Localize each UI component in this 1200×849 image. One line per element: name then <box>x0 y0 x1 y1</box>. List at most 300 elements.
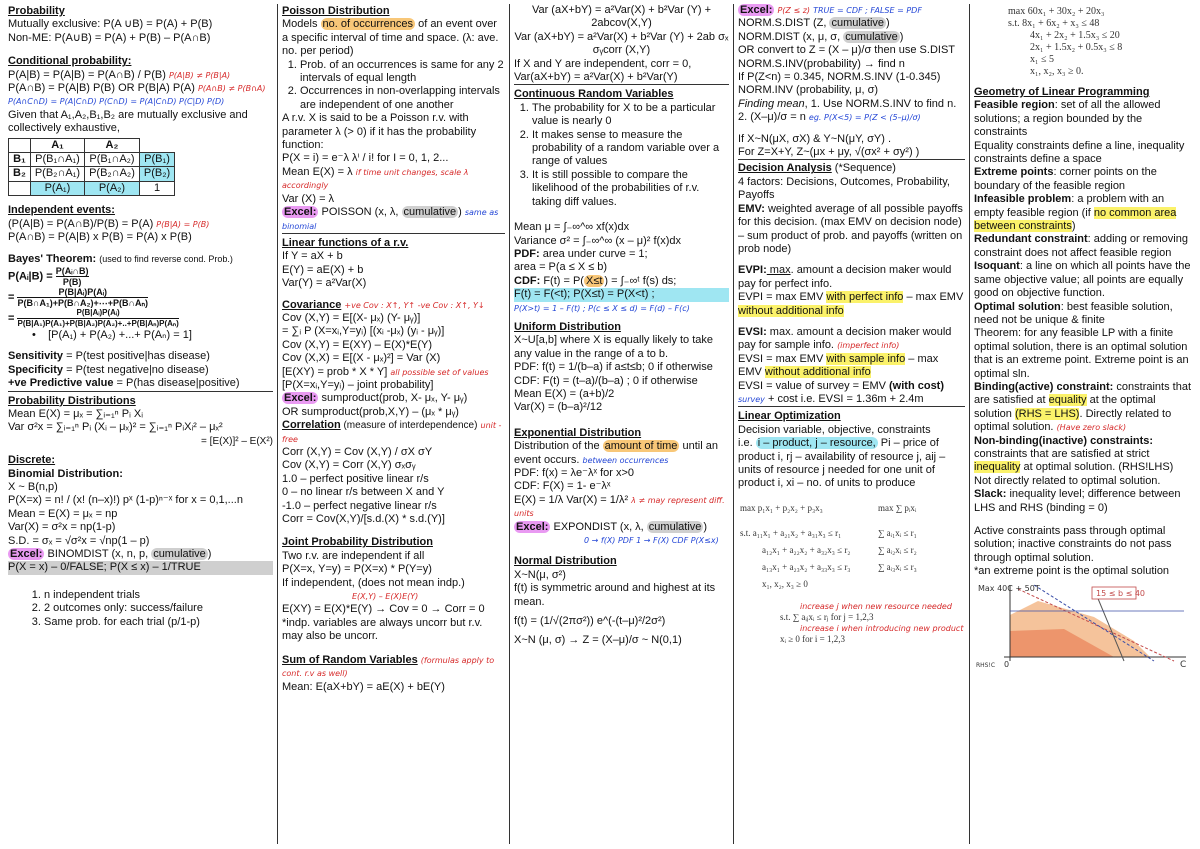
lo-notation <box>738 437 965 491</box>
sum-heading: Sum of Random Variables <box>282 653 418 666</box>
isoquant <box>974 260 1192 300</box>
lp-general-form <box>738 501 965 651</box>
list-item: 1. n independent trials <box>44 589 273 602</box>
correlation-note: unit - free <box>282 421 502 444</box>
table-cell <box>9 181 31 195</box>
conditional-rule-1 <box>8 69 273 82</box>
cov-joint: [P(X=xᵢ,Y=yᵢ) – joint probability] <box>282 378 434 391</box>
cont-variance: Variance σ² = ∫₋∞^∞ (x – μ)² f(x)dx <box>514 234 681 247</box>
binomial-var: Var(X) = σ²x = np(1-p) <box>8 521 116 534</box>
evpi-term: EVPI: <box>738 264 767 277</box>
expo-cdf: CDF: F(X) = 1- e⁻λˣ <box>514 480 611 493</box>
bayes-formula-3: = $\frac{\text{P(B|Aᵢ)P(Aᵢ)}}{\text{P(B|A₁)P(A₁)+P(B|A₂)P(A₂)+..+P(B|Aₙ)P(Aₙ)}}$ <box>8 307 179 328</box>
bayes-heading: Bayes' Theorem: <box>8 252 97 265</box>
linear-functions-heading: Linear functions of a r.v. <box>282 236 409 249</box>
lp-sum-objective: max ∑ pᵢxᵢ <box>878 502 917 513</box>
specificity-def: = P(test negative|no disease) <box>63 363 209 376</box>
norm-s-inv: NORM.S.INV(probability) → find n <box>738 57 905 70</box>
uniform-var: Var(X) = (b–a)²/12 <box>514 401 603 414</box>
excel-tag: Excel: <box>516 520 549 533</box>
correlation-heading: Correlation <box>282 419 341 432</box>
lo-components: Decision variable, objective, constraints <box>738 423 931 436</box>
excel-close: ) <box>899 30 904 43</box>
pdf-term: PDF: <box>514 247 540 260</box>
sum-mean: Mean: E(aX+bY) = aE(X) + bE(Y) <box>282 680 445 693</box>
sum-note: (formulas apply to cont. r.v as well) <box>282 655 495 679</box>
linear-functions-section <box>282 233 505 694</box>
lp-example-objective: max 60x₁ + 30x₂ + 20x₃ <box>1008 6 1105 17</box>
normal-heading: Normal Distribution <box>514 555 617 568</box>
probability-heading: Probability <box>8 5 65 17</box>
column-3 <box>510 4 734 844</box>
table-cell: P(B₁∩A₂) <box>85 153 140 167</box>
finding-mean <box>738 98 965 125</box>
cont-mean: Mean μ = ∫₋∞^∞ xf(x)dx <box>514 221 630 234</box>
sensitivity-line <box>8 350 273 363</box>
covariance-title-line <box>282 299 505 312</box>
infeasible-term: Infeasible problem <box>974 193 1072 206</box>
excel-tag: Excel: <box>10 548 43 560</box>
decision-subtitle: (*Sequence) <box>831 162 896 175</box>
lp-summation <box>878 503 966 573</box>
finding-mean-term: Finding mean <box>738 97 805 110</box>
evpi-formula <box>738 291 965 318</box>
conditional-rule-1-text: P(A|B) = P(A|B) = P(A∩B) / P(B) <box>8 68 166 81</box>
expo-moments-note: λ ≠ may represent diff. units <box>514 495 725 519</box>
cov-exy-note: all possible set of values <box>390 367 489 377</box>
bayes-fraction-1 <box>56 266 89 287</box>
excel-fn: BINOMDIST (x, n, p, <box>44 548 152 560</box>
column-4 <box>734 4 970 844</box>
bayes-bullet: • [P(A₁) + P(A₂) +...+ P(Aₙ) = 1] <box>32 328 192 341</box>
table-cell: A₁ <box>30 138 84 152</box>
table-row <box>9 181 175 195</box>
infeasible <box>974 193 1192 233</box>
nonbinding-term: Non-binding(inactive) constraints: <box>974 434 1154 447</box>
binding-def-a: constraints that are satisfied at <box>974 380 1191 407</box>
table-cell: P(B₂) <box>139 167 174 181</box>
nonbinding-highlight: inequality <box>974 461 1021 474</box>
finding-mean-steps: , 1. Use NORM.S.INV to find n. 2. (X–μ)/σ = n <box>738 97 957 124</box>
norm-dist <box>738 31 965 44</box>
expo-highlight: amount of time <box>604 440 678 453</box>
active-constraints: Active constraints pass through optimal solution; inactive constraints do not pass through optimal solution. <box>974 525 1172 564</box>
poisson-properties <box>282 59 505 113</box>
excel-cumulative: cumulative <box>845 30 898 43</box>
binomial-excel <box>8 548 273 561</box>
poisson-highlight: no. of occurrences <box>322 18 414 31</box>
equality-note: Equality constraints define a line, inequality constraints define a space <box>974 139 1185 166</box>
evsi-note: (imperfect info) <box>837 341 900 351</box>
norm-s-dist <box>738 17 965 30</box>
binding-def-c: . Directly related to optimal solution. <box>974 407 1172 434</box>
independent-note: P(B|A) = P(B) <box>156 219 210 229</box>
evsi-formula-a: EVSI = max EMV <box>738 352 827 365</box>
evpi-highlight-1: with perfect info <box>826 291 904 304</box>
column-5 <box>970 4 1196 844</box>
binding-highlight-1: equality <box>1048 394 1087 407</box>
independent-rule-1-text: (P(A|B) = P(A∩B)/P(B) = P(A) <box>8 217 154 230</box>
excel-close: ) <box>458 206 462 219</box>
variance-formula: Var σ²x = ∑ᵢ₌₁ⁿ Pᵢ (Xᵢ – μₓ)² = ∑ᵢ₌₁ⁿ PᵢXᵢ² – μₓ² <box>8 421 223 434</box>
excel-fn: EXPONDIST (x, λ, <box>550 520 647 533</box>
lp-example <box>974 6 1192 78</box>
evsi-def: max. amount a decision maker would pay for sample info. <box>738 325 952 352</box>
predictive-value-line <box>8 377 273 390</box>
expo-excel-note: 0 → f(X) PDF 1 → F(X) CDF P(X≤x) <box>584 536 719 546</box>
norm-inv: NORM.INV (probability, μ, σ) <box>738 84 879 97</box>
conditional-chain-note: P(A∩C∩D) = P(A|C∩D) P(C∩D) = P(A|C∩D) P(C|D) P(D) <box>8 97 225 107</box>
geometry-heading: Geometry of Linear Programming <box>974 86 1150 98</box>
lo-notation-a: i.e. <box>738 437 756 450</box>
graph-footnote: RHS!C <box>976 661 996 669</box>
continuous-section <box>514 84 729 647</box>
uniform-pdf: PDF: f(t) = 1/(b–a) if a≤t≤b; 0 if otherwise <box>514 361 713 374</box>
lp-expanded <box>740 503 852 590</box>
lp-expanded-c1: s.t. a₁₁x₁ + a₂₁x₂ + a₃₁x₃ ≤ r₁ <box>740 527 842 538</box>
list-item: 1. The probability for X to be a particular value is nearly 0 <box>532 102 729 129</box>
graph-title: Max 40C + 50T <box>978 583 1040 593</box>
table-cell: A₂ <box>85 138 140 152</box>
cdf-equivalence: F(t) = F(<t); P(X≤t) = P(X<t) ; <box>514 288 729 301</box>
evsi-highlight-2: without additional info <box>764 366 871 379</box>
poisson-heading: Poisson Distribution <box>282 5 390 17</box>
evsi-formula <box>738 353 965 380</box>
lo-notation-c: Pi – price of product i, rj – availability of resource j, aij – units of resource j needed for one unit of product i, xi – no. of units to produce <box>738 437 946 490</box>
cov-exy <box>282 366 505 379</box>
continuous-properties <box>514 102 729 209</box>
excel-close: ) <box>886 17 890 30</box>
fraction-denominator: P(B∩A₁)+P(B∩A₂)+⋯+P(B∩Aₙ) <box>17 297 149 308</box>
excel-cumulative: cumulative <box>153 548 206 560</box>
cov-excel-1 <box>282 392 505 405</box>
norm-s-inv-example: If P(Z<n) = 0.345, NORM.S.INV (1-0.345) <box>738 71 941 84</box>
bayes-bullet-text: [P(A₁) + P(A₂) +...+ P(Aₙ) = 1] <box>48 328 192 341</box>
list-item: 3. Same prob. for each trial (p/1-p) <box>44 616 273 629</box>
excel-cumulative: cumulative <box>403 206 457 219</box>
normal-def: X~N(μ, σ²) <box>514 568 566 581</box>
bayes-lhs: P(Aᵢ|B) = <box>8 270 53 283</box>
table-cell: B₂ <box>9 167 31 181</box>
linear-var: Var(Y) = a²Var(X) <box>282 277 367 290</box>
sensitivity-term: Sensitivity <box>8 350 64 363</box>
lp-compact-nonneg: xᵢ ≥ 0 for i = 1,2,3 <box>780 633 845 644</box>
correlation-subtitle: (measure of interdependence) <box>340 420 478 432</box>
bayes-title-line <box>8 253 273 266</box>
discrete-heading: Discrete: <box>8 454 56 467</box>
lp-sum-c1: ∑ aᵢ₁xᵢ ≤ r₁ <box>878 527 917 538</box>
conditional-rule-2-text: P(A∩B) = P(A|B) P(B) OR P(B|A) P(A) <box>8 82 195 95</box>
fraction-denominator: P(B|A₁)P(A₁)+P(B|A₂)P(A₂)+..+P(B|Aₙ)P(Aₙ) <box>17 318 179 328</box>
table-row <box>9 167 175 181</box>
uniform-heading: Uniform Distribution <box>514 320 621 333</box>
lp-example-c1: s.t. 8x₁ + 6x₂ + x₃ ≤ 48 <box>1008 18 1100 29</box>
sum-normals-2: For Z=X+Y, Z~(μx + μy, √(σx² + σy²) ) <box>738 146 920 159</box>
excel-header-line <box>738 4 965 17</box>
slack-term: Slack: <box>974 488 1007 501</box>
binomial-heading: Binomial Distribution: <box>8 467 123 480</box>
expo-def-c: until an event occurs. <box>514 440 718 466</box>
joint-heading: Joint Probability Distribution <box>282 536 433 549</box>
expo-note: between occurrences <box>582 455 669 465</box>
specificity-line <box>8 364 273 377</box>
evsi-survey-a: EVSI = value of survey = EMV <box>738 379 890 392</box>
poisson-pmf: P(X = i) = e⁻λ λⁱ / i! for I = 0, 1, 2... <box>282 152 449 165</box>
infeasible-highlight: no common area between constraints <box>974 206 1177 233</box>
cov-exy-text: [E(XY) = prob * X * Y] <box>282 365 388 378</box>
binding-note: (Have zero slack) <box>1056 423 1127 433</box>
poisson-mean-note: if time unit changes, scale λ accordingly <box>282 167 469 191</box>
cov-self: Cov (X,X) = E[(X - μₓ)²] = Var (X) <box>282 352 441 365</box>
list-item: 2. It makes sense to measure the probability of a random variable over a range of values <box>532 129 729 169</box>
evpi-def: . amount a decision maker would pay for perfect info. <box>738 264 952 290</box>
extreme-optimal-note: *an extreme point is the optimal solution <box>974 565 1170 578</box>
excel-cumulative: cumulative <box>648 520 702 533</box>
cov-shortcut: Cov (X,Y) = E(XY) – E(X)*E(Y) <box>282 338 433 351</box>
evpi-highlight-2: without additional info <box>738 304 844 317</box>
mean-formula: Mean E(X) = μₓ = ∑ᵢ₌₁ⁿ Pᵢ Xᵢ <box>8 407 143 420</box>
graph-box-label: 15 ≤ b ≤ 40 <box>1096 588 1146 598</box>
cdf-def-a: F(t) = P( <box>540 274 584 287</box>
decision-section <box>738 159 965 406</box>
linear-optimization-section <box>738 406 965 650</box>
feasible-region <box>974 99 1192 139</box>
cdf-def-b: ) = ∫₋∞ᵗ f(s) ds; <box>604 274 677 287</box>
var-sum-1: Var (aX+bY) = a²Var(X) + b²Var (Y) + 2abcov(X,Y) <box>531 4 712 30</box>
var-sum-3: If X and Y are independent, corr = 0, <box>514 57 692 70</box>
binding-term: Binding(active) constraint: <box>974 380 1114 393</box>
feasible-def: : set of all the allowed solutions; a region bounded by the constraints <box>974 99 1161 139</box>
sum-normals-1: If X~N(μX, σX) & Y~N(μY, σY) . <box>738 132 892 145</box>
binomial-def: X ~ B(n,p) <box>8 480 58 493</box>
poisson-excel-note: same as binomial <box>282 208 499 231</box>
redundant-term: Redundant constraint <box>974 233 1088 246</box>
excel-close: ) <box>703 520 708 533</box>
normal-symmetry: f(t) is symmetric around and highest at its mean. <box>514 582 716 608</box>
evsi-survey-c: + cost i.e. EVSI = 1.36m + 2.4m <box>764 392 924 405</box>
lo-index-highlight: i – product, j – resource, <box>757 437 876 450</box>
fraction-numerator: P(B|Aᵢ)P(Aᵢ) <box>17 308 178 319</box>
evsi-survey-cost: (with cost) <box>889 379 945 392</box>
lp-example-c4: x₁ ≤ 5 <box>1030 54 1054 65</box>
lp-sum-c3: ∑ aᵢ₃xᵢ ≤ r₃ <box>878 561 917 572</box>
finding-mean-note: eg. P(X<5) = P(Z < (5–μ)/σ) <box>808 113 921 123</box>
list-item: 1. Prob. of an occurrences is same for any 2 intervals of equal length <box>300 59 505 86</box>
expo-pdf: PDF: f(x) = λe⁻λˣ for x>0 <box>514 467 635 479</box>
cov-sum: = ∑ᵢ P (X=xᵢ,Y=yᵢ) [(xᵢ -μₓ) (yᵢ - μᵧ)] <box>282 325 445 338</box>
pdf-area: area = P(a ≤ X ≤ b) <box>514 261 608 274</box>
lp-expanded-c2: a₁₂x₁ + a₂₂x₂ + a₃₂x₃ ≤ r₂ <box>762 544 851 555</box>
emv-line <box>738 203 965 257</box>
graph-x-label: C <box>1180 659 1187 669</box>
normal-standardize: X~N (μ, σ) → Z = (X–μ)/σ ~ N(0,1) <box>514 634 682 647</box>
nonbinding-def-b: at optimal solution. (RHS!LHS) Not directly related to optimal solution. <box>974 461 1174 487</box>
poisson-intro-c: of an event over a specific interval of time and space. (λ: ave. no. per period) <box>282 18 499 58</box>
sensitivity-def: = P(test positive|has disease) <box>63 350 210 363</box>
correlation-title-line <box>282 419 505 446</box>
excel-true-false-note: TRUE = CDF ; FALSE = PDF <box>813 6 922 15</box>
column-1 <box>4 4 278 844</box>
decision-factors: 4 factors: Decisions, Outcomes, Probability, Payoffs <box>738 175 950 202</box>
corr-neg: -1.0 – perfect negative linear r/s <box>282 499 437 512</box>
binomial-sd: S.D. = σₓ = √σ²x = √np(1 – p) <box>8 534 150 547</box>
corr-cov: Cov (X,Y) = Corr (X,Y) σₓσᵧ <box>282 459 416 472</box>
excel-close: ) <box>207 548 212 560</box>
table-header-row <box>9 138 175 152</box>
binomial-cumulative-note: P(X = x) – 0/FALSE; P(X ≤ x) – 1/TRUE <box>8 561 273 574</box>
table-cell: B₁ <box>9 153 31 167</box>
lp-product-note: increase i when introducing new product <box>800 623 964 633</box>
graph-origin: 0 <box>1004 659 1010 669</box>
lp-example-c3: 2x₁ + 1.5x₂ + 0.5x₃ ≤ 8 <box>1030 42 1123 53</box>
lp-example-c2: 4x₁ + 2x₂ + 1.5x₃ ≤ 20 <box>1030 30 1120 41</box>
extreme-def: : corner points on the boundary of the feasible region <box>974 166 1157 192</box>
covariance-heading: Covariance <box>282 298 342 311</box>
conditional-rule-2 <box>8 82 273 95</box>
evsi-survey <box>738 380 965 407</box>
expo-excel <box>514 521 729 534</box>
evsi-formula-c: – max EMV <box>738 352 939 379</box>
emv-def: weighted average of all possible payoffs for this decision. (max EMV on decision node) – sum product of prob. and payoffs (written on prob node) <box>738 202 963 255</box>
corr-pos: 1.0 – perfect positive linear r/s <box>282 472 429 485</box>
excel-fn: POISSON (x, λ, <box>318 206 402 219</box>
lp-expanded-c3: a₁₃x₁ + a₂₃x₂ + a₃₃x₃ ≤ r₃ <box>762 561 851 572</box>
joint-l1: Two r.v. are independent if all <box>282 549 425 562</box>
table-cell: 1 <box>139 181 174 195</box>
bayes-formula-2: = $\frac{\text{P(B|Aᵢ)P(Aᵢ)}}{\text{P(B∩A₁)+P(B∩A₂)+⋯+P(B∩Aₙ)}}$ <box>8 286 149 308</box>
nonbinding-def-a: constraints that are satisfied at strict <box>974 447 1150 460</box>
normal-pdf: f(t) = (1/√(2πσ²)) e^(-(t–μ)²/2σ²) <box>514 615 666 628</box>
lp-expanded-nonneg: x₁, x₂, x₃ ≥ 0 <box>762 578 808 589</box>
extreme-term: Extreme points <box>974 166 1054 179</box>
table-cell: P(B₂∩A₂) <box>85 167 140 181</box>
table-cell <box>139 138 174 152</box>
binding <box>974 381 1192 435</box>
table-cell: P(B₂∩A₁) <box>30 167 84 181</box>
table-row <box>9 153 175 167</box>
fraction-numerator: P(B|Aᵢ)P(Aᵢ) <box>17 287 148 298</box>
bayes-fraction-3 <box>17 308 178 329</box>
independent-heading: Independent events: <box>8 204 115 217</box>
lp-resource-note: increase j when new resource needed <box>800 601 952 611</box>
bayes-fraction-2 <box>17 287 148 308</box>
poisson-def: A r.v. X is said to be a Poisson r.v. with parameter λ (> 0) if it has the probability function: <box>282 112 477 152</box>
var-sum-4: Var(aX+bY) = a²Var(X) + b²Var(Y) <box>514 71 678 84</box>
bayes-subtitle: (used to find reverse cond. Prob.) <box>99 253 233 264</box>
poisson-mean-text: Mean E(X) = λ <box>282 165 353 178</box>
continuous-heading: Continuous Random Variables <box>514 88 674 101</box>
isoquant-term: Isoquant <box>974 260 1020 273</box>
poisson-excel <box>282 206 505 233</box>
exponential-heading: Exponential Distribution <box>514 426 642 439</box>
poisson-var: Var (X) = λ <box>282 192 335 205</box>
evsi-line <box>738 326 965 353</box>
covariance-sign-note: +ve Cov : X↑, Y↑ -ve Cov : X↑, Y↓ <box>344 300 485 310</box>
distributions-heading: Probability Distributions <box>8 394 136 407</box>
table-cell <box>9 138 31 152</box>
linear-def: If Y = aX + b <box>282 250 343 263</box>
excel-cumulative: cumulative <box>831 17 885 30</box>
cdf-term: CDF: <box>514 274 541 287</box>
evpi-line <box>738 264 965 291</box>
binomial-mean: Mean = E(X) = μₓ = np <box>8 507 118 520</box>
conditional-note-2: P(A∩B) ≠ P(B∩A) <box>197 84 266 94</box>
excel-p-note: P(Z ≤ z) <box>777 6 811 15</box>
uniform-cdf: CDF: F(t) = (t–a)/(b–a) ; 0 if otherwise <box>514 374 698 387</box>
cov-excel-2: OR sumproduct(prob,X,Y) – (μₓ * μᵧ) <box>282 405 459 418</box>
table-cell: P(A₂) <box>85 181 140 195</box>
variance-alt: = [E(X)]² – E(X²) <box>201 435 273 447</box>
excel-tag: Excel: <box>740 4 773 16</box>
joint-l5: *indp. variables are always uncorr but r.v. may also be uncorr. <box>282 616 483 643</box>
poisson-intro-a: Models <box>282 18 321 31</box>
redundant-def: : adding or removing constraint does not affect feasible region <box>974 233 1188 259</box>
lp-sum-c2: ∑ aᵢ₂xᵢ ≤ r₂ <box>878 544 917 555</box>
predictive-value-term: +ve Predictive value <box>8 377 114 390</box>
evsi-term: EVSI: <box>738 325 767 338</box>
list-item: 3. It is still possible to compare the likelihood of the probabilities of r.v. taking diff values. <box>532 169 729 209</box>
decision-heading: Decision Analysis <box>738 162 832 175</box>
lp-example-section <box>974 6 1192 669</box>
norm-dist-fn: NORM.DIST (x, μ, σ, <box>738 30 844 43</box>
binomial-pmf: P(X=x) = n! / (x! (n–x)!) pˣ (1-p)ⁿ⁻ˣ for x = 0,1,...n <box>8 494 243 507</box>
probability-section <box>8 5 273 391</box>
lp-expanded-objective: max p₁x₁ + p₂x₂ + p₃x₃ <box>740 502 823 513</box>
uniform-mean: Mean E(X) = (a+b)/2 <box>514 387 615 400</box>
joint-note: E(X,Y) – E(X)E(Y) <box>352 592 419 602</box>
poisson-mean <box>282 166 505 193</box>
distributions-section <box>8 391 273 630</box>
corr-zero: 0 – no linear r/s between X and Y <box>282 486 445 499</box>
cdf-line <box>514 275 729 288</box>
lp-compact <box>740 601 966 645</box>
decision-title-line <box>738 162 965 175</box>
infeasible-def: : a problem with an empty feasible region (if <box>974 193 1165 219</box>
uniform-def: X~U[a,b] where X is equally likely to take any value in the range of a to b. <box>514 334 714 360</box>
cdf-note: P(X>t) = 1 – F(t) ; P(c ≤ X ≤ d) = F(d) – F(c) <box>514 303 690 313</box>
evpi-max: max <box>766 264 791 277</box>
optimal-def: : best feasible solution, need not be unique & finite <box>974 300 1173 326</box>
expo-def-a: Distribution of the <box>514 440 603 453</box>
evpi-formula-a: EVPI = max EMV <box>738 291 827 304</box>
lo-heading: Linear Optimization <box>738 410 841 423</box>
list-item: 2. 2 outcomes only: success/failure <box>44 602 273 615</box>
list-item: 2. Occurrences in non-overlapping intervals are independent of one another <box>300 85 505 112</box>
feasible-term: Feasible region <box>974 99 1055 112</box>
theorem: Theorem: for any feasible LP with a finite optimal solution, there is an optimal solution that is an extreme point. Extreme point is an optimal sln. <box>974 327 1189 380</box>
corr-def: Corr (X,Y) = Cov (X,Y) / σX σY <box>282 446 433 458</box>
joint-l4: E(XY) = E(X)*E(Y) → Cov = 0 → Corr = 0 <box>282 603 485 616</box>
excel-tag: Excel: <box>284 206 317 219</box>
conditional-heading: Conditional probability: <box>8 55 132 68</box>
evpi-formula-c: – max EMV <box>903 291 964 304</box>
fraction-denominator: P(B) <box>62 276 82 287</box>
expo-moments-text: E(X) = 1/λ Var(X) = 1/λ² <box>514 493 629 506</box>
binding-highlight-2: (RHS = LHS) <box>1014 407 1080 420</box>
optimal-term: Optimal solution <box>974 300 1061 313</box>
table-cell: P(B₁) <box>139 153 174 167</box>
evsi-highlight-1: with sample info <box>826 352 906 365</box>
column-2 <box>278 4 510 844</box>
slack-def: inequality level; difference between LHS and RHS (binding = 0) <box>974 488 1181 514</box>
var-sum-2: Var (aX+bY) = a²Var(X) + b²Var (Y) + 2ab σₓ σᵧcorr (X,Y) <box>514 30 729 57</box>
bayes-formula-1 <box>8 266 273 287</box>
joint-probability-table <box>8 138 175 197</box>
table-cell: P(B₁∩A₁) <box>30 153 84 167</box>
normal-excel-section <box>738 4 965 159</box>
variance-sum-section <box>514 4 729 84</box>
joint-l2: P(X=x, Y=y) = P(X=x) * P(Y=y) <box>282 563 432 576</box>
